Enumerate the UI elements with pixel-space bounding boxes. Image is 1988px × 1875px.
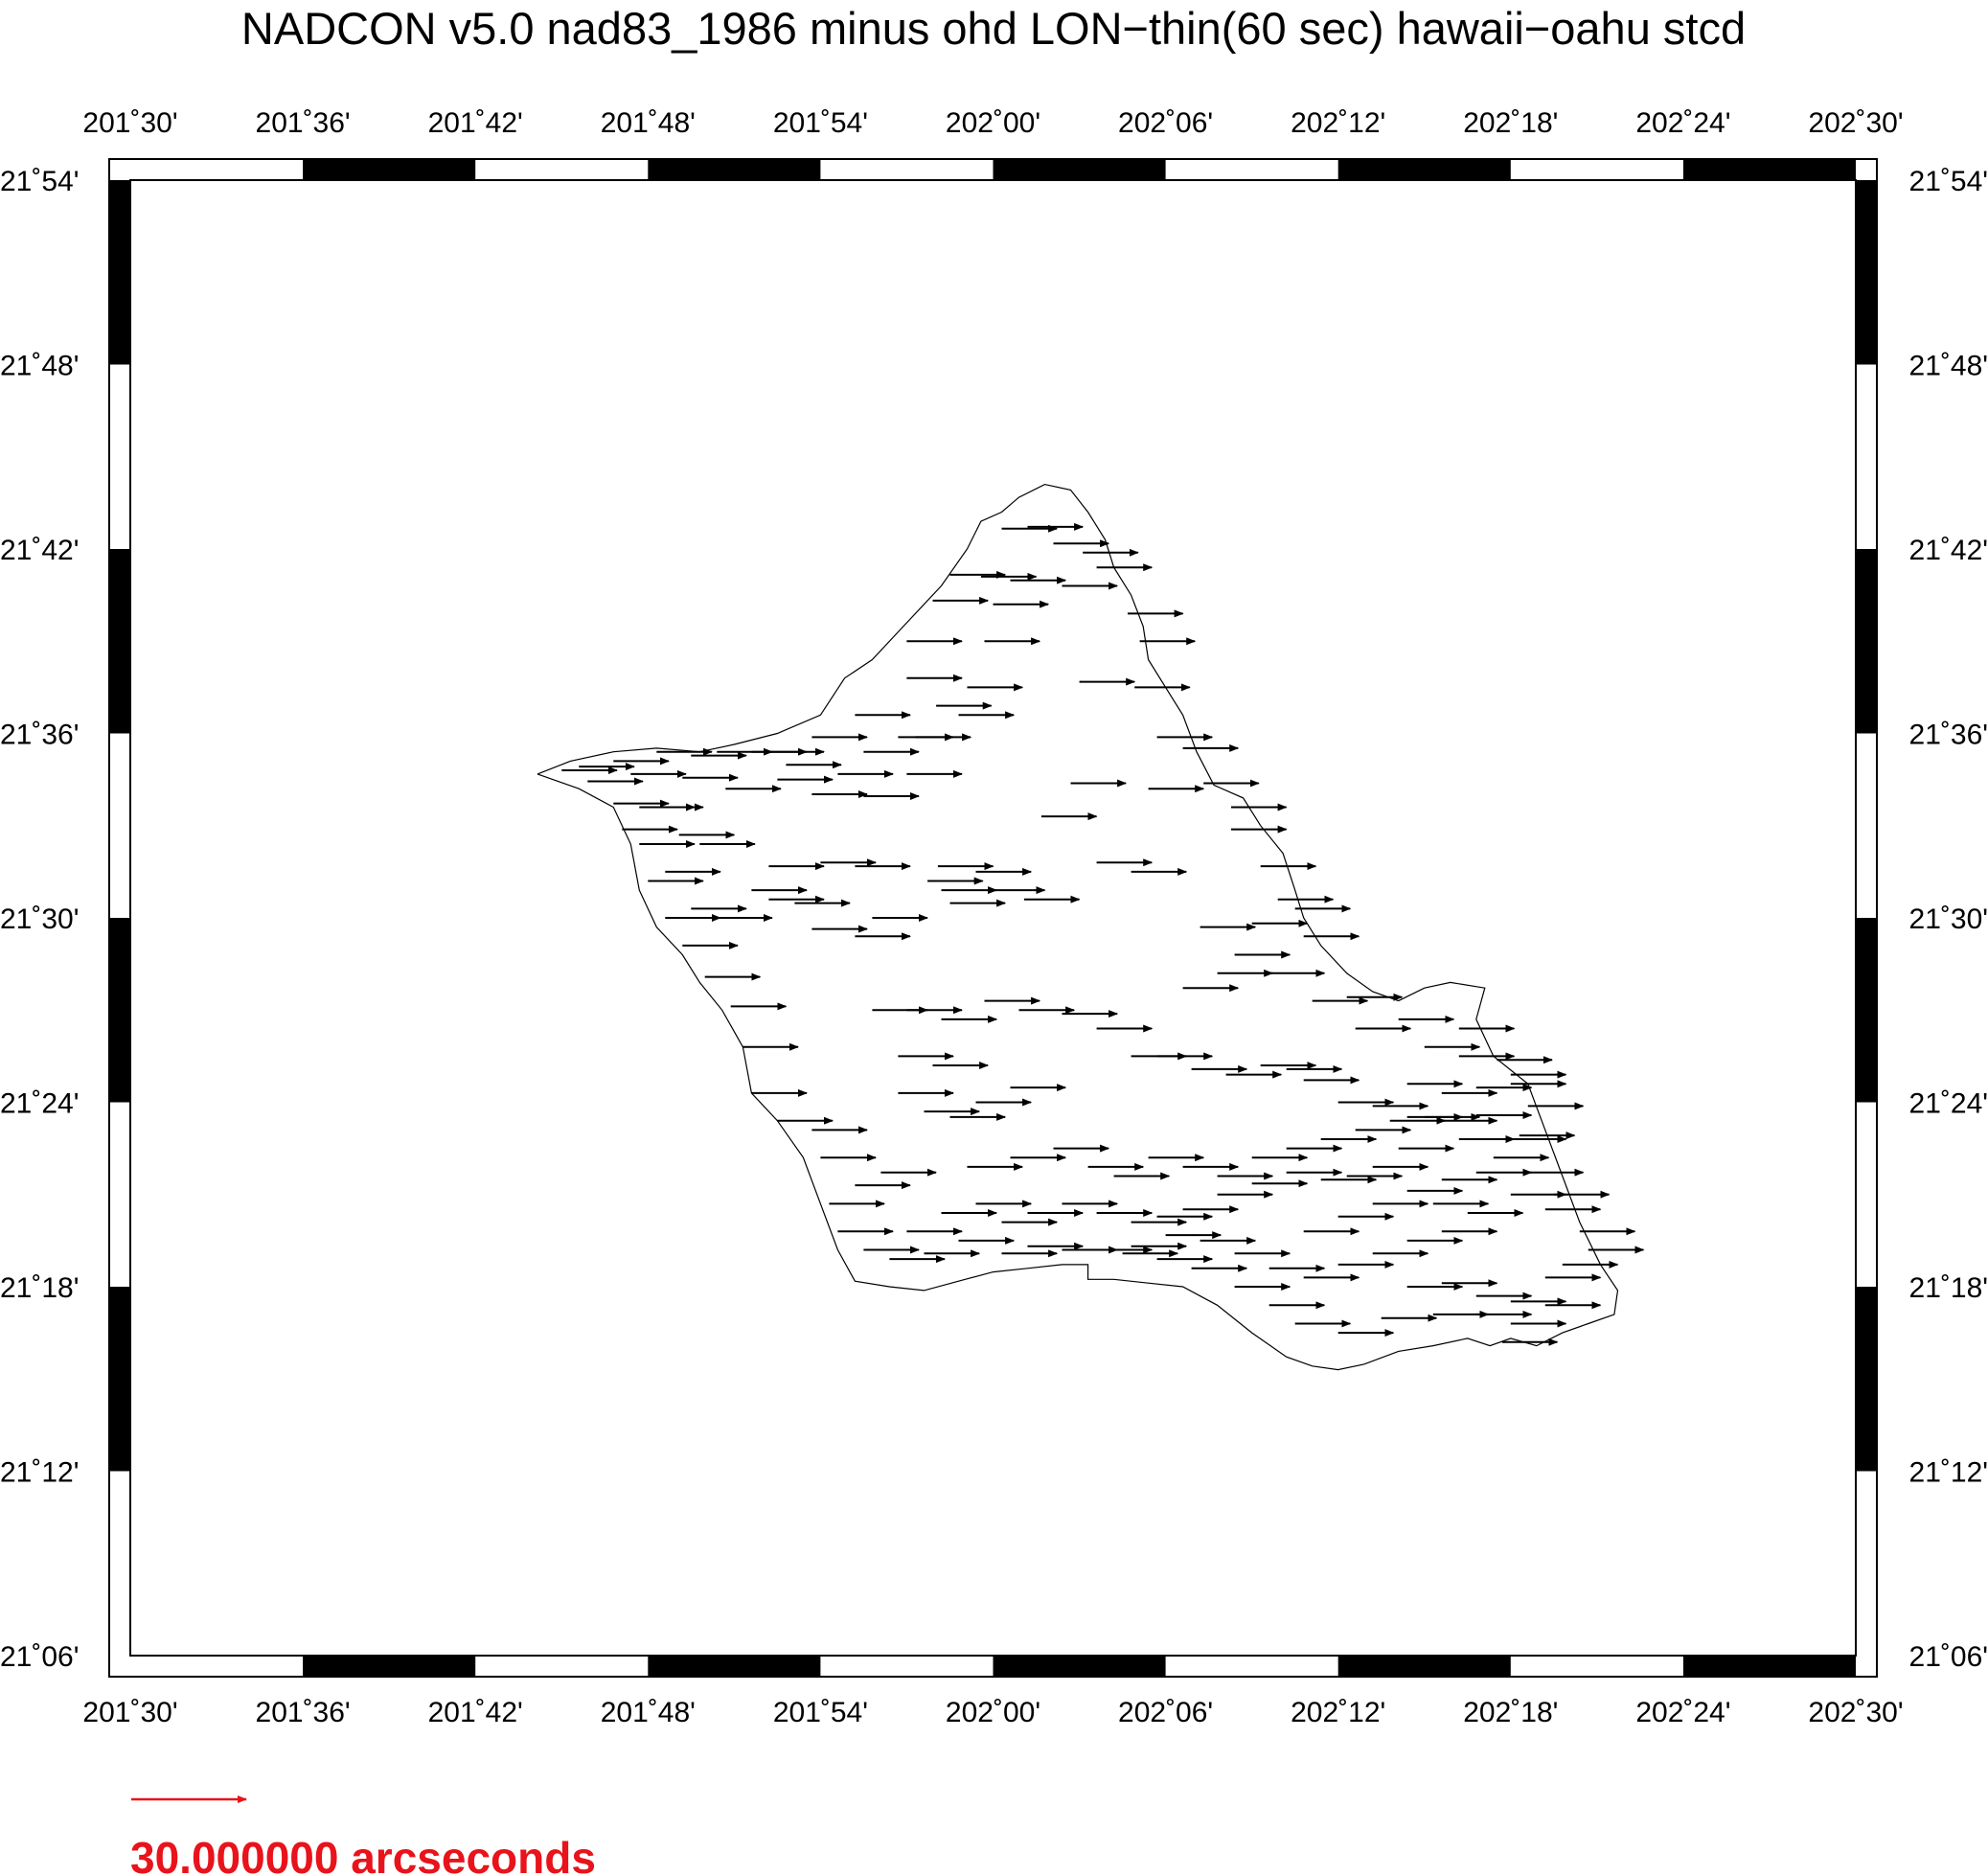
lon-tick-label-bottom: 201˚48': [600, 1697, 696, 1728]
frame-band-right: [1856, 918, 1877, 1103]
lon-tick-label-top: 202˚00': [945, 107, 1041, 139]
frame-band-left: [109, 918, 130, 1103]
lat-tick-label-right: 21˚12': [1908, 1456, 1988, 1489]
lon-tick-label-top: 201˚36': [255, 107, 351, 139]
lon-tick-label-bottom: 201˚36': [255, 1697, 351, 1728]
map-title: NADCON v5.0 nad83_1986 minus ohd LON−thin(60 sec) hawaii−oahu stcd: [240, 3, 1747, 54]
lat-tick-label-right: 21˚06': [1908, 1641, 1988, 1673]
scale-label: 30.000000 arcseconds: [130, 1833, 596, 1875]
lon-tick-label-top: 202˚06': [1118, 107, 1214, 139]
lat-tick-label-right: 21˚42': [1908, 535, 1988, 566]
lon-tick-label-bottom: 201˚42': [427, 1697, 523, 1728]
lon-tick-label-top: 201˚48': [600, 107, 696, 139]
frame-band-right: [1856, 549, 1877, 734]
lat-tick-label-left: 21˚42': [0, 535, 80, 566]
frame-band-right: [1856, 1287, 1877, 1472]
lat-tick-label-left: 21˚36': [0, 719, 80, 751]
lat-tick-label-left: 21˚30': [0, 903, 80, 935]
frame-band-top: [303, 159, 475, 180]
frame-band-top: [1338, 159, 1511, 180]
frame-band-bottom: [994, 1656, 1166, 1677]
lat-tick-label-right: 21˚48': [1908, 350, 1988, 382]
lat-tick-label-left: 21˚24': [0, 1087, 80, 1120]
lon-tick-label-bottom: 202˚12': [1291, 1697, 1386, 1728]
frame-band-bottom: [648, 1656, 820, 1677]
lat-tick-label-left: 21˚48': [0, 350, 80, 382]
lat-tick-label-right: 21˚36': [1908, 719, 1988, 751]
lon-tick-label-top: 201˚54': [772, 107, 868, 139]
lat-tick-label-right: 21˚54': [1908, 166, 1988, 197]
frame-band-left: [109, 180, 130, 365]
frame-band-left: [109, 1287, 130, 1472]
lon-tick-label-top: 202˚30': [1808, 107, 1904, 139]
lon-tick-label-top: 202˚24': [1635, 107, 1731, 139]
frame-band-top: [994, 159, 1166, 180]
scale-legend: [130, 1799, 596, 1875]
lon-tick-label-bottom: 202˚18': [1463, 1697, 1559, 1728]
lat-tick-label-left: 21˚18': [0, 1272, 80, 1304]
lon-tick-label-bottom: 202˚06': [1118, 1697, 1214, 1728]
frame-band-bottom: [1338, 1656, 1511, 1677]
lat-tick-label-left: 21˚12': [0, 1456, 80, 1489]
lon-tick-label-top: 202˚12': [1291, 107, 1386, 139]
lat-tick-label-right: 21˚18': [1908, 1272, 1988, 1304]
frame-outer: [109, 159, 1877, 1677]
lon-tick-label-bottom: 202˚00': [945, 1697, 1041, 1728]
lon-tick-label-top: 202˚18': [1463, 107, 1559, 139]
lon-tick-label-bottom: 202˚24': [1635, 1697, 1731, 1728]
frame-band-bottom: [303, 1656, 475, 1677]
lat-tick-label-right: 21˚30': [1908, 903, 1988, 935]
frame-band-top: [648, 159, 820, 180]
lon-tick-label-bottom: 201˚30': [82, 1697, 178, 1728]
lat-tick-label-right: 21˚24': [1908, 1087, 1988, 1120]
map-frame: [109, 159, 1877, 1677]
frame-band-top: [1683, 159, 1856, 180]
frame-band-right: [1856, 180, 1877, 365]
lon-tick-label-top: 201˚42': [427, 107, 523, 139]
lon-tick-label-bottom: 202˚30': [1808, 1697, 1904, 1728]
lat-tick-label-left: 21˚54': [0, 166, 80, 197]
lon-tick-label-top: 201˚30': [82, 107, 178, 139]
frame-band-bottom: [1683, 1656, 1856, 1677]
frame-band-left: [109, 549, 130, 734]
lon-tick-label-bottom: 201˚54': [772, 1697, 868, 1728]
lat-tick-label-left: 21˚06': [0, 1641, 80, 1673]
